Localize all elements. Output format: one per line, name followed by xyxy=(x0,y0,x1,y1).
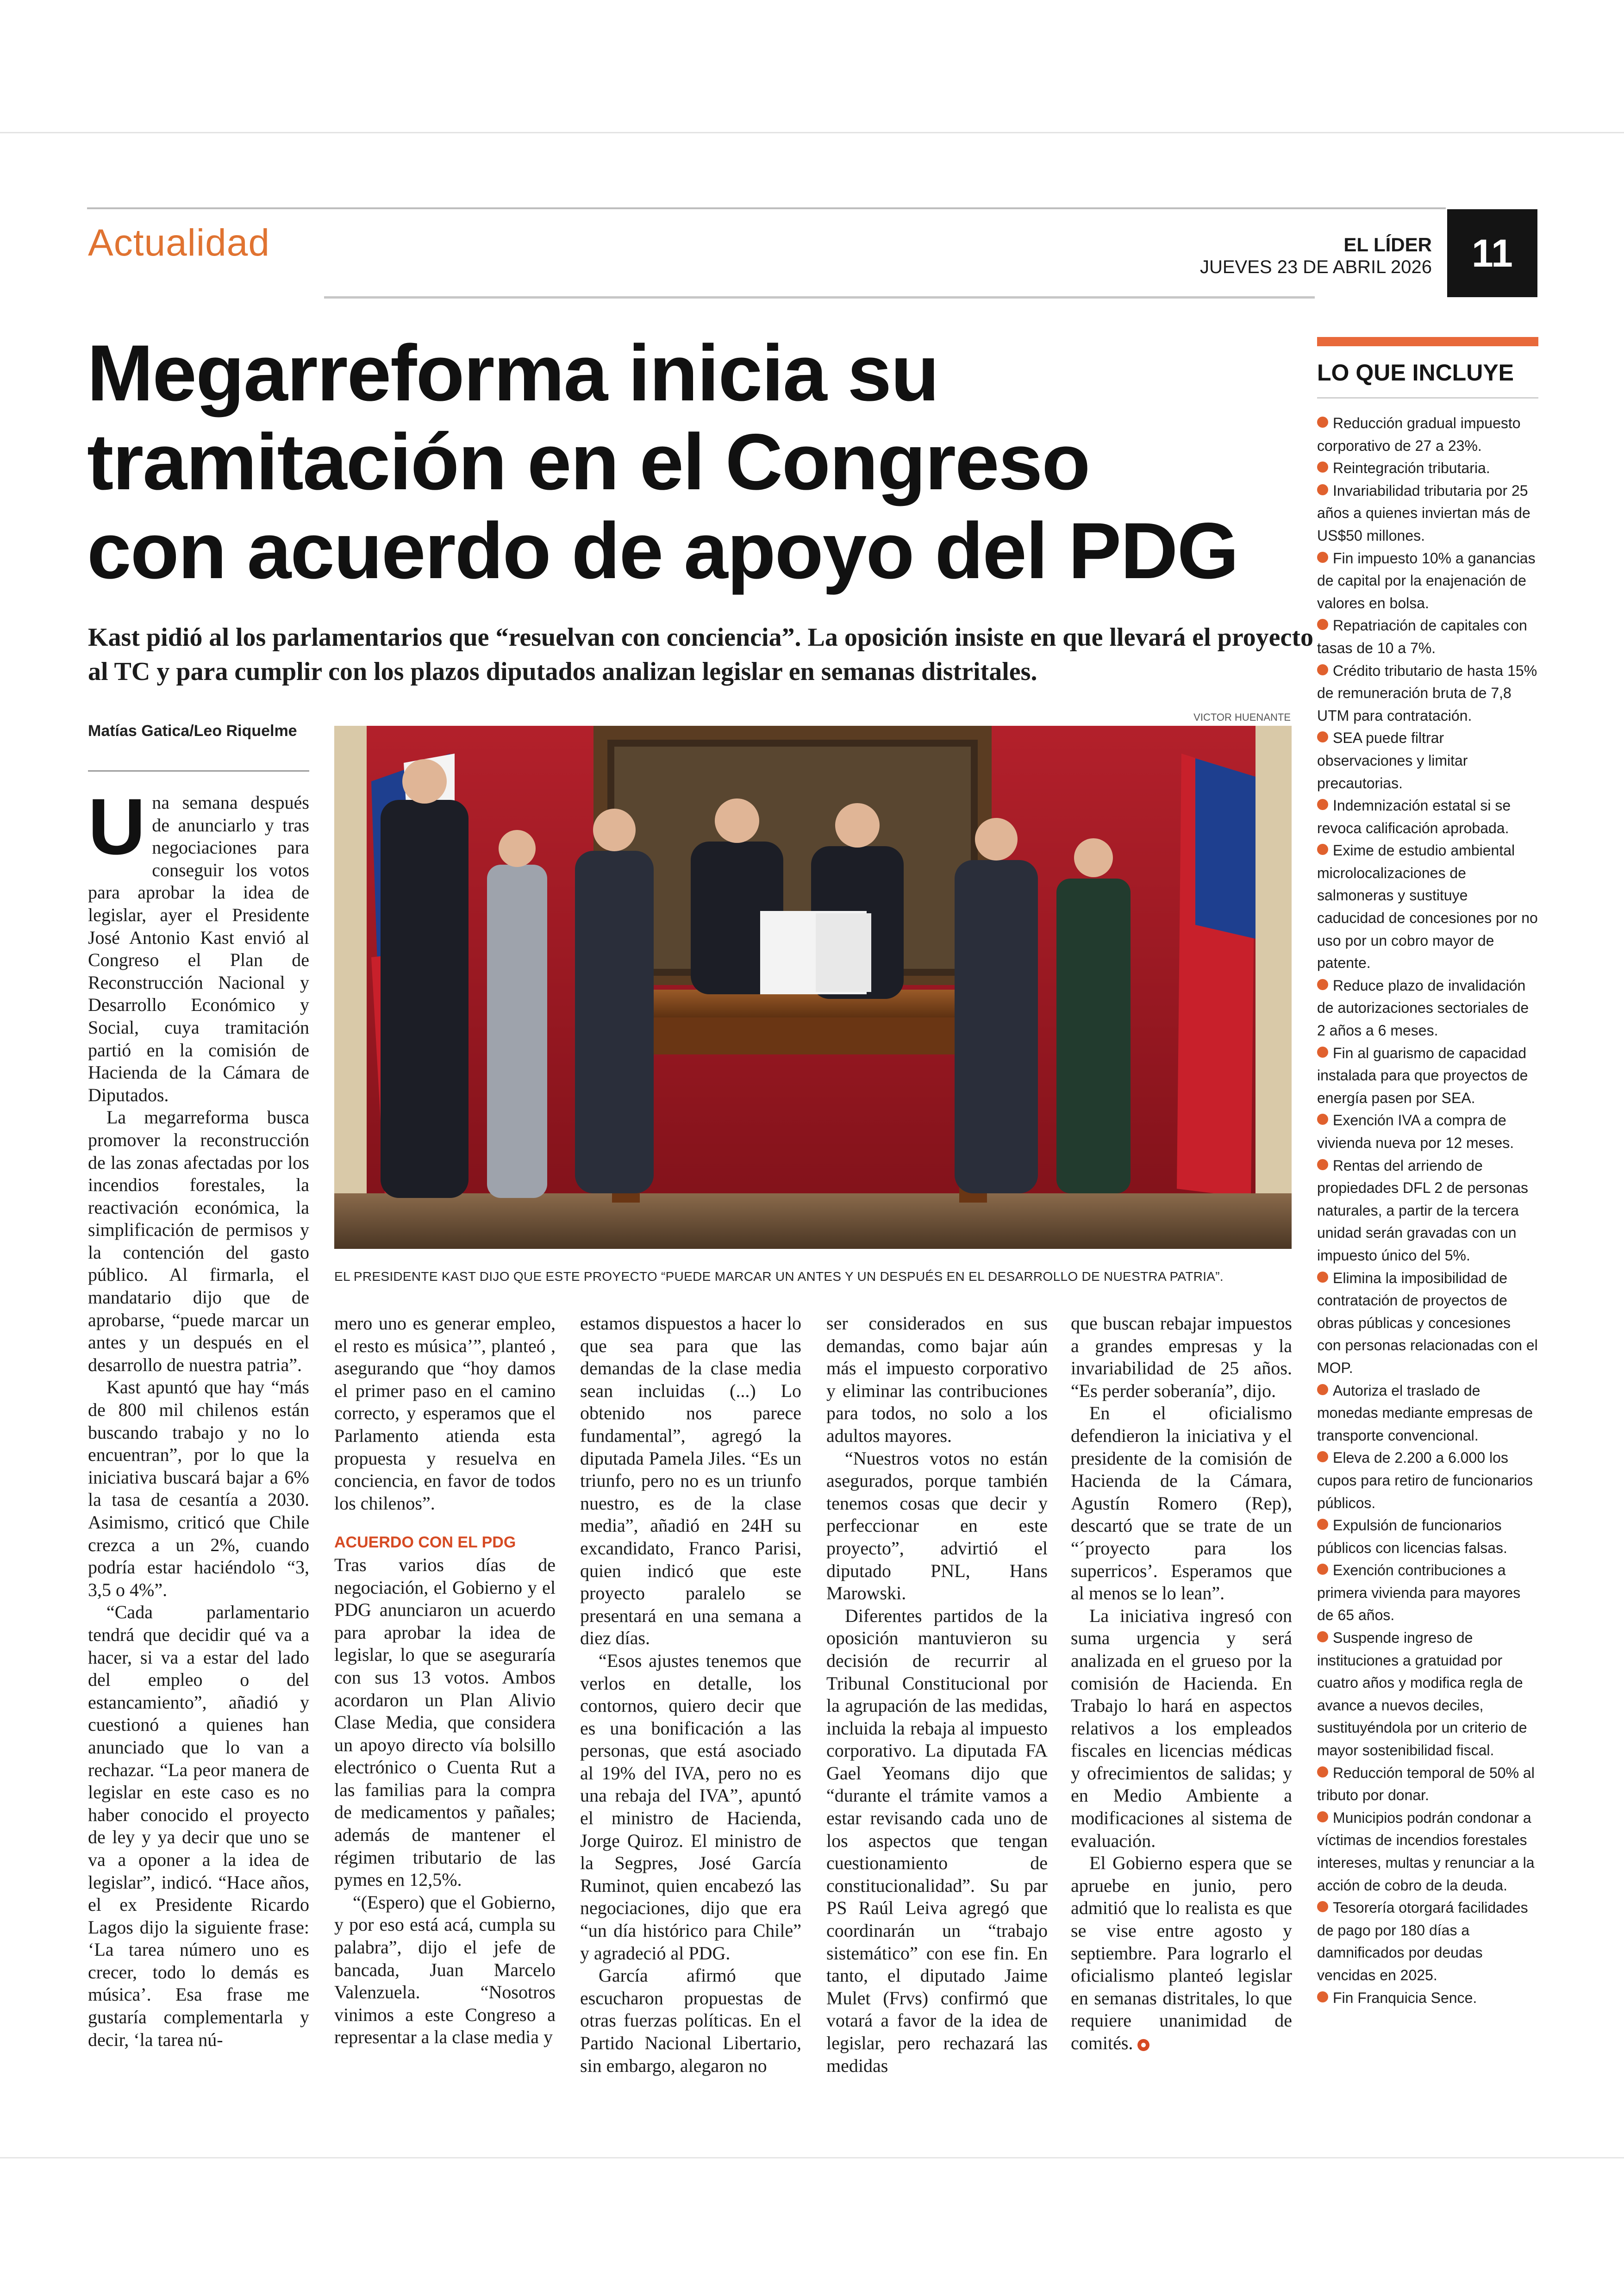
publication-name: EL LÍDER xyxy=(1343,234,1432,256)
paragraph: ser considerados en sus demandas, como bajar aún más el impuesto corporativo y eliminar las contribuciones para todos, no solo a los adultos mayores. xyxy=(826,1313,1048,1446)
bullet-icon xyxy=(1317,731,1328,742)
bullet-icon xyxy=(1317,461,1328,473)
sidebar-item: Elimina la imposibilidad de contratación de proyectos de obras públicas y concesiones con personas relacionadas con el MOP. xyxy=(1317,1269,1538,1376)
sidebar-item: Reduce plazo de invalidación de autorizaciones sectoriales de 2 años a 6 meses. xyxy=(1317,977,1529,1039)
sidebar-item: Autoriza el traslado de monedas mediante empresas de transporte convencional. xyxy=(1317,1382,1533,1444)
bullet-icon xyxy=(1317,1159,1328,1170)
sidebar-item: Fin impuesto 10% a ganancias de capital por la enajenación de valores en bolsa. xyxy=(1317,549,1536,611)
photo-credit: VICTOR HUENANTE xyxy=(1193,711,1291,723)
body-column-5 xyxy=(1071,1312,1292,2055)
sidebar-item: Reducción gradual impuesto corporativo de 27 a 23%. xyxy=(1317,415,1521,454)
bullet-icon xyxy=(1317,1811,1328,1822)
sidebar-list xyxy=(1317,412,1538,2009)
body-column-3 xyxy=(580,1312,801,2077)
sidebar-item: Municipios podrán condonar a víctimas de incendios forestales intereses, multas y renunciar a la acción de cobro de la deuda. xyxy=(1317,1809,1535,1894)
sidebar-item: Indemnización estatal si se revoca calificación aprobada. xyxy=(1317,797,1511,836)
body-column-4 xyxy=(826,1312,1048,2077)
paragraph-text: El Gobierno espera que se apruebe en junio, pero admitió que lo realista es que se vise entre agosto y septiembre. Para lograrlo el oficialismo planteó legislar en semanas distritales, lo que requiere unanimidad de comités. xyxy=(1071,1852,1292,2053)
sidebar-item: Exención contribuciones a primera vivienda para mayores de 65 años. xyxy=(1317,1562,1521,1624)
paragraph: que buscan rebajar impuestos a grandes empresas y la invariabilidad de 25 años. “Es perder soberanía”, dijo. xyxy=(1071,1313,1292,1401)
byline: Matías Gatica/Leo Riquelme xyxy=(88,722,297,740)
bullet-icon xyxy=(1317,1766,1328,1777)
bullet-icon xyxy=(1317,552,1328,563)
bullet-icon xyxy=(1317,664,1328,675)
header-rule-bottom xyxy=(324,296,1315,299)
bullet-icon xyxy=(1317,1451,1328,1462)
sidebar-accent-bar xyxy=(1317,337,1538,346)
headline xyxy=(87,329,1346,595)
sidebar-item: Tesorería otorgará facilidades de pago por 180 días a damnificados por deudas vencidas en 2025. xyxy=(1317,1899,1528,1983)
bullet-icon xyxy=(1317,1901,1328,1912)
headline-line-2: tramitación en el Congreso xyxy=(87,418,1090,506)
bullet-icon xyxy=(1317,484,1328,495)
end-mark-icon xyxy=(1137,2039,1149,2051)
sidebar-item: Exime de estudio ambiental microlocalizaciones de salmoneras y sustituye caducidad de concesiones por no uso por un cobro mayor de patente. xyxy=(1317,842,1538,972)
paragraph: “(Espero) que el Gobierno, y por eso está acá, cumpla su palabra”, dijo el jefe de bancada, Juan Marcelo Valenzuela. “Nosotros vinimos a este Congreso a representar a la clase media y xyxy=(334,1891,556,2048)
paragraph: La iniciativa ingresó con suma urgencia y será analizada en el grueso por la comisión de Hacienda. En Trabajo lo hará en aspectos relativos a los empleados fiscales en licencias médicas y ofrecimientos de salidas; y en Medio Ambiente a modificaciones al sistema de evaluación. xyxy=(1071,1605,1292,1851)
sidebar-item: Reducción temporal de 50% al tributo por donar. xyxy=(1317,1764,1535,1804)
bullet-icon xyxy=(1317,1272,1328,1283)
sidebar-item: Reintegración tributaria. xyxy=(1317,457,1538,480)
header-rule xyxy=(87,207,1446,209)
photo-illustration xyxy=(334,726,1292,1249)
bullet-icon xyxy=(1317,799,1328,810)
paragraph: Diferentes partidos de la oposición mantuvieron su decisión de recurrir al Tribunal Constitucional por la agrupación de las medidas, incluida la rebaja al impuesto corporativo. La diputada FA Gael Yeomans dijo que “durante el trámite vamos a estar revisando cada uno de los aspectos que tengan cuestionamiento de constitucionalidad”. Su par PS Raúl Leiva agregó que coordinarán un “trabajo sistemático” con ese fin. En tanto, el diputado Jaime Mulet (Frvs) confirmó que votará a favor de la idea de legislar, pero rechazará las medidas xyxy=(826,1605,1048,2076)
sidebar-item: Repatriación de capitales con tasas de 10 a 7%. xyxy=(1317,617,1527,656)
sidebar-item: Suspende ingreso de instituciones a gratuidad por cuatro años y modifica regla de avance a nuevos deciles, sustituyéndola por un criterio de mayor sostenibilidad fiscal. xyxy=(1317,1629,1527,1759)
bullet-icon xyxy=(1317,844,1328,855)
bullet-icon xyxy=(1317,417,1328,428)
page-number: 11 xyxy=(1447,209,1537,297)
paragraph: “Cada parlamentario tendrá que decidir qué va a hacer, si va a estar del lado del empleo o del estancamiento”, añadió y cuestionó a quienes han anunciado que lo van a rechazar. “La peor manera de legislar en este caso es no haber conocido el proyecto de ley y ya decir que uno se va a oponer a la idea de legislar”, indicó. “Hace años, el ex Presidente Ricardo Lagos dijo la siguiente frase: ‘La tarea número uno es crecer, todo lo demás es música’. Esa frase me gustaría complementarla y decir, ‘la tarea nú- xyxy=(88,1602,309,2050)
sidebar-item: SEA puede filtrar observaciones y limitar precautorias. xyxy=(1317,730,1468,792)
paragraph: estamos dispuestos a hacer lo que sea para que las demandas de la clase media sean incluidas (...) Lo obtenido nos parece fundamental”, agregó la diputada Pamela Jiles. “Es un triunfo, pero no es un triunfo nuestro, es de la clase media”, añadió en 24H su excandidato, Franco Parisi, quien indicó que este proyecto paralelo se presentará en una semana a diez días. xyxy=(580,1313,801,1649)
dropcap: U xyxy=(88,782,146,871)
sidebar-item: Crédito tributario de hasta 15% de remuneración bruta de 7,8 UTM para contratación. xyxy=(1317,662,1537,724)
sidebar-item: Expulsión de funcionarios públicos con licencias falsas. xyxy=(1317,1517,1507,1556)
bullet-icon xyxy=(1317,1384,1328,1395)
byline-rule xyxy=(88,770,309,772)
body-column-2 xyxy=(334,1312,556,2049)
article-photo xyxy=(334,726,1292,1249)
section-label: Actualidad xyxy=(88,222,270,264)
subhead: ACUERDO CON EL PDG xyxy=(334,1534,516,1552)
bullet-icon xyxy=(1317,1047,1328,1058)
sidebar-item: Eleva de 2.200 a 6.000 los cupos para retiro de funcionarios públicos. xyxy=(1317,1449,1533,1511)
bullet-icon xyxy=(1317,619,1328,630)
paragraph xyxy=(1071,1852,1292,2054)
bullet-icon xyxy=(1317,1564,1328,1575)
paragraph: En el oficialismo defendieron la iniciativa y el presidente de la comisión de Hacienda de la Cámara, Agustín Romero (Rep), descartó que se trate de un “´proyecto para los superricos’. Esperamos que al menos se lo lean”. xyxy=(1071,1403,1292,1604)
bullet-icon xyxy=(1317,1114,1328,1125)
publication-date: JUEVES 23 DE ABRIL 2026 xyxy=(1199,257,1432,277)
paragraph: mero uno es generar empleo, el resto es música’”, planteó , asegurando que “hoy damos el primer paso en el camino correcto, y esperamos que el Parlamento atienda esta propuesta y resuelva en conciencia, en favor de todos los chilenos”. xyxy=(334,1313,556,1514)
bullet-icon xyxy=(1317,1631,1328,1642)
paragraph: Kast apuntó que hay “más de 800 mil chilenos están buscando trabajo y no lo encuentran”, por lo que la iniciativa buscará bajar a 6% la tasa de cesantía a 2030. Asimismo, criticó que Chile crezca a un 2%, cuando podría estar haciéndolo “3, 3,5 o 4%”. xyxy=(88,1377,309,1600)
page-fold-bottom xyxy=(0,2157,1624,2158)
sidebar-item: Fin Franquicia Sence. xyxy=(1317,1987,1538,2009)
bullet-icon xyxy=(1317,1519,1328,1530)
sidebar-rule xyxy=(1317,397,1538,399)
bullet-icon xyxy=(1317,979,1328,990)
sidebar-item: Fin al guarismo de capacidad instalada para que proyectos de energía pasen por SEA. xyxy=(1317,1044,1528,1106)
paragraph: “Esos ajustes tenemos que verlos en detalle, los contornos, quiero decir que es una bonificación a las personas, que está asociado al 19% del IVA, pero no es una rebaja del IVA”, apuntó el ministro de Hacienda, Jorge Quiroz. El ministro de la Segpres, José García Ruminot, quien encabezó las negociaciones, dijo que era “un día histórico para Chile” y agradeció al PDG. xyxy=(580,1650,801,1964)
sidebar-item: Rentas del arriendo de propiedades DFL 2 de personas naturales, a partir de la tercera unidad serán gravadas con un impuesto único del 5%. xyxy=(1317,1157,1528,1264)
bullet-icon xyxy=(1317,1991,1328,2002)
headline-line-1: Megarreforma inicia su xyxy=(87,329,939,418)
paragraph: García afirmó que escucharon propuestas de otras fuerzas políticas. En el Partido Nacional Libertario, sin embargo, alegaron no xyxy=(580,1965,801,2076)
paragraph: La megarreforma busca promover la reconstrucción de las zonas afectadas por los incendios forestales, la reactivación económica, la simplificación de permisos y la contención del gasto público. Al firmarla, el mandatario dijo que de aprobarse, “puede marcar un antes y un después en el desarrollo de nuestra patria”. xyxy=(88,1107,309,1375)
paragraph-text: na semana después de anunciarlo y tras negociaciones para conseguir los votos para aprobar la idea de legislar, ayer el Presidente José Antonio Kast envió al Congreso el Plan de Reconstrucción Nacional y Desarrollo Económico y Social, cuya tramitación partió en la comisión de Hacienda de la Cámara de Diputados. xyxy=(88,792,309,1105)
deck: Kast pidió al los parlamentarios que “resuelvan con conciencia”. La oposición insiste en que llevará el proyecto al TC y para cumplir con los plazos diputados analizan legislar en semanas distritales. xyxy=(88,623,1314,686)
paragraph: Tras varios días de negociación, el Gobierno y el PDG anunciaron un acuerdo para aprobar la idea de legislar, lo que se aseguraría con sus 13 votos. Ambos acordaron un Plan Alivio Clase Media, que considera un apoyo directo vía bolsillo electrónico o Cuenta Rut a las familias para la compra de medicamentos y pañales; además de mantener el régimen tributario de las pymes en 12,5%. xyxy=(334,1554,556,1890)
sidebar-title: LO QUE INCLUYE xyxy=(1317,360,1514,386)
sidebar-item: Exención IVA a compra de vivienda nueva por 12 meses. xyxy=(1317,1112,1514,1151)
paragraph xyxy=(88,782,309,1106)
paragraph: “Nuestros votos no están asegurados, porque también tenemos cosas que decir y perfeccionar en este proyecto”, advirtió el diputado PNL, Hans Marowski. xyxy=(826,1447,1048,1604)
headline-line-3: con acuerdo de apoyo del PDG xyxy=(87,506,1238,595)
body-column-1 xyxy=(88,782,309,2051)
sidebar-item: Invariabilidad tributaria por 25 años a quienes inviertan más de US$50 millones. xyxy=(1317,482,1530,544)
photo-caption: EL PRESIDENTE KAST DIJO QUE ESTE PROYECTO “PUEDE MARCAR UN ANTES Y UN DESPUÉS EN EL DESARROLLO DE NUESTRA PATRIA”. xyxy=(334,1269,1224,1284)
page-fold-top xyxy=(0,132,1624,133)
